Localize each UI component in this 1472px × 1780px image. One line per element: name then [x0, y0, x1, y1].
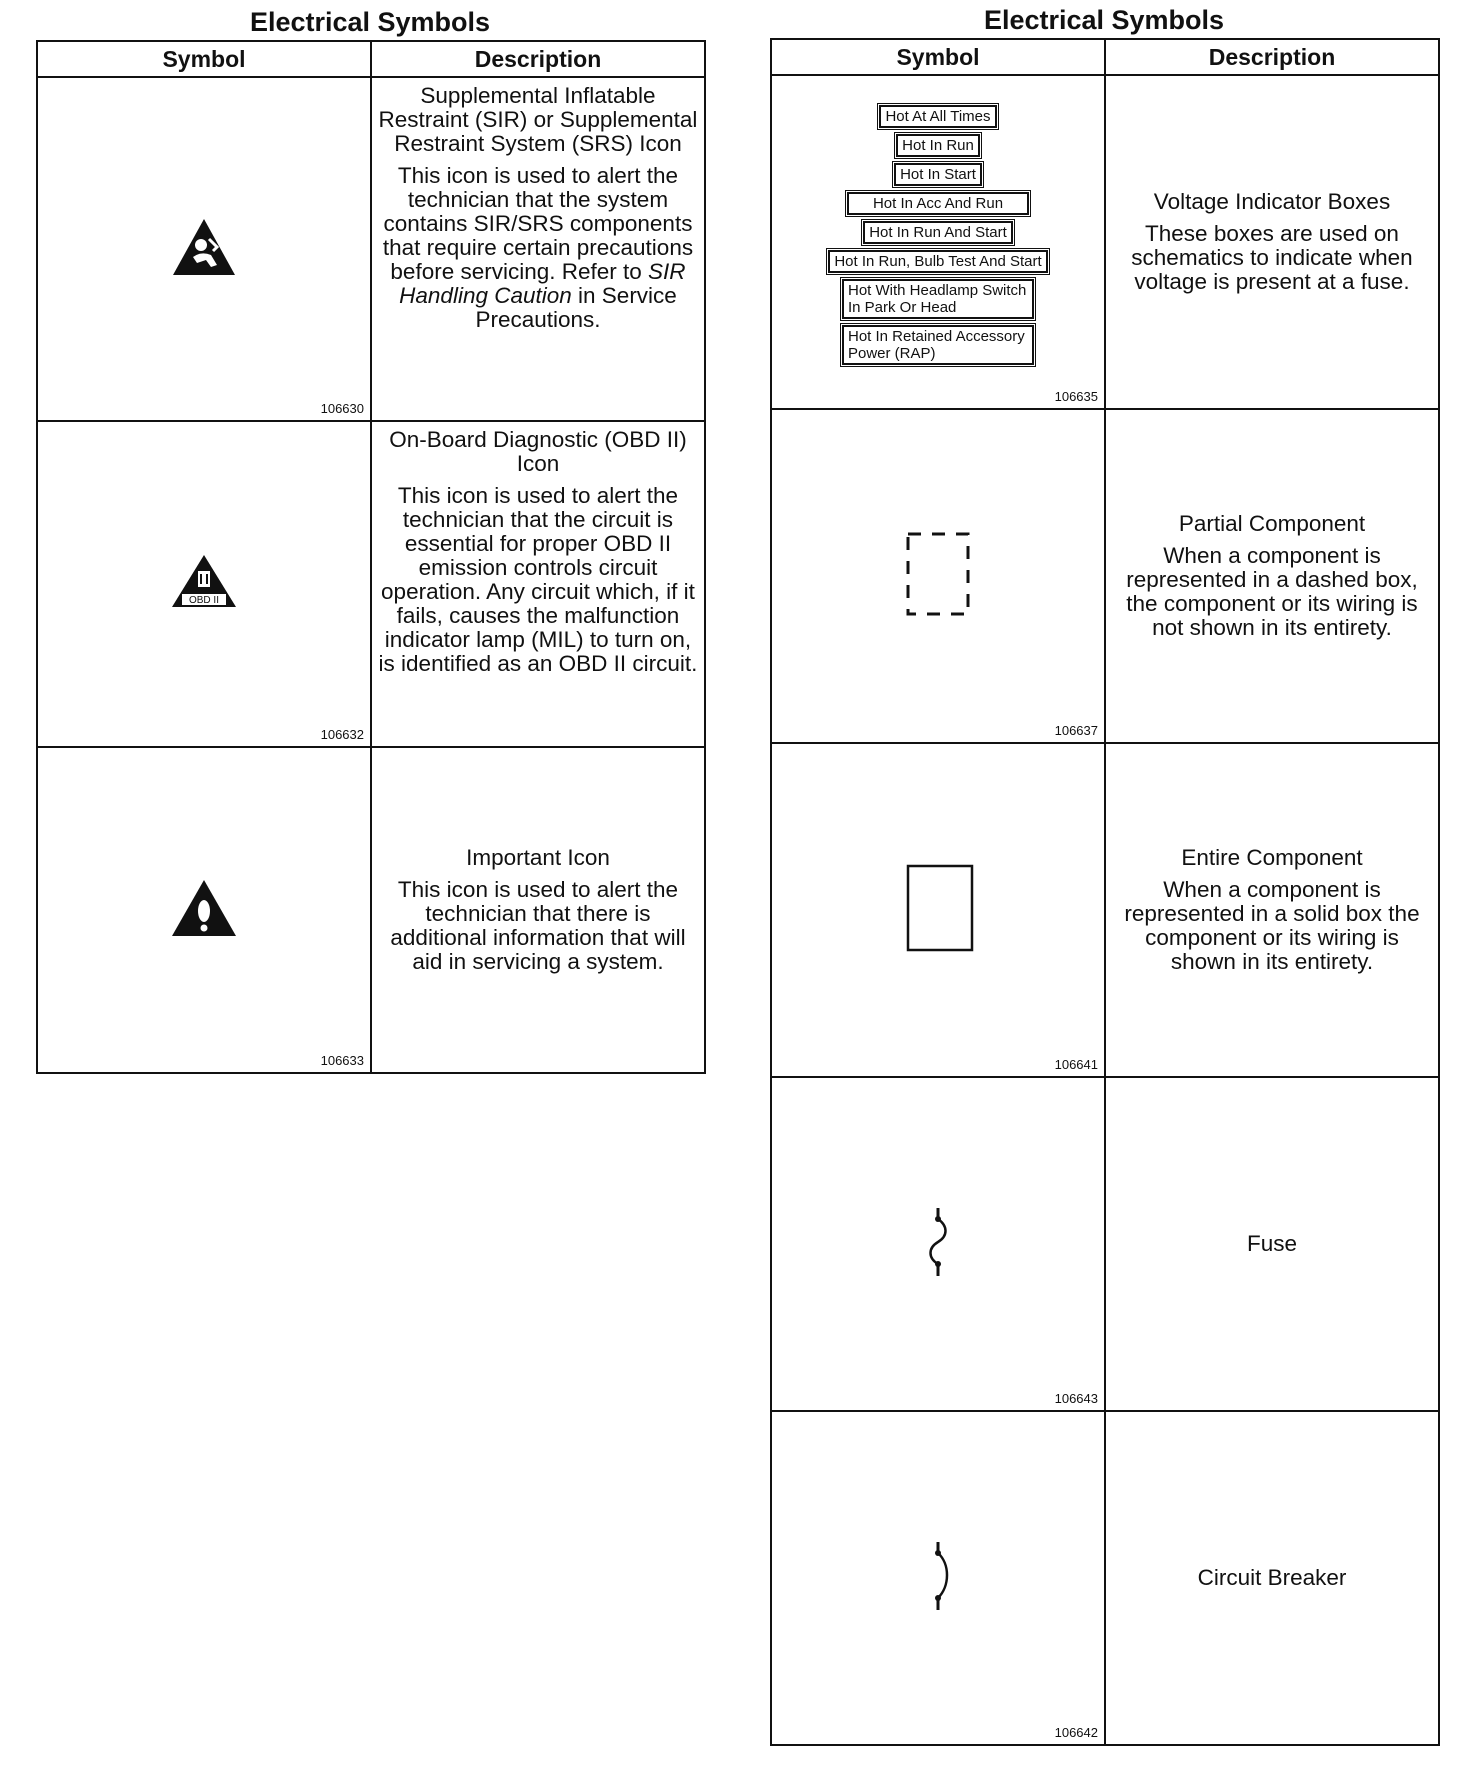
description-title: Fuse — [1246, 1231, 1298, 1256]
description-cell — [371, 421, 705, 747]
right-symbols-table — [770, 2, 1438, 1746]
table-row — [771, 409, 1439, 743]
sir-srs-warning-icon — [171, 217, 237, 277]
table-row — [771, 1411, 1439, 1745]
symbol-cell — [37, 747, 371, 1073]
figure-number: 106641 — [1054, 1057, 1098, 1072]
voltage-box: Hot In Acc And Run — [847, 192, 1029, 215]
description-title: On-Board Diagnostic (OBD II) Icon — [389, 427, 687, 476]
description-title: Entire Component — [1181, 845, 1363, 870]
description-text: When a component is represented in a solid box the component or its wiring is shown in its entirety. — [1124, 877, 1420, 974]
voltage-box: Hot In Run And Start — [863, 221, 1013, 244]
left-symbols-table — [36, 4, 704, 1074]
description-title: Partial Component — [1178, 511, 1366, 536]
figure-number: 106630 — [320, 401, 364, 416]
voltage-box: Hot In Run, Bulb Test And Start — [828, 250, 1047, 273]
description-cell — [371, 77, 705, 421]
symbol-cell — [771, 1077, 1105, 1411]
table-row — [37, 421, 705, 747]
table-row — [771, 743, 1439, 1077]
voltage-indicator-boxes — [772, 102, 1104, 368]
description-text: This icon is used to alert the technician that there is additional information that will aid in servicing a system. — [390, 877, 686, 974]
right-table-title: Electrical Symbols — [983, 5, 1225, 35]
voltage-box: Hot In Start — [894, 163, 982, 186]
voltage-box: Hot With Headlamp Switch In Park Or Head — [842, 279, 1034, 319]
symbol-cell — [771, 409, 1105, 743]
svg-text:OBD II: OBD II — [188, 594, 220, 606]
figure-number: 106642 — [1054, 1725, 1098, 1740]
figure-number: 106643 — [1054, 1391, 1098, 1406]
fuse-icon — [918, 1206, 958, 1278]
symbol-cell — [37, 77, 371, 421]
obd-ii-warning-icon — [170, 553, 238, 611]
description-title: Voltage Indicator Boxes — [1153, 189, 1391, 214]
description-cell — [1105, 1077, 1439, 1411]
figure-number: 106632 — [320, 727, 364, 742]
table-row — [37, 747, 705, 1073]
figure-number: 106635 — [1054, 389, 1098, 404]
table-row — [771, 75, 1439, 409]
solid-box-icon — [898, 858, 978, 958]
symbol-cell — [37, 421, 371, 747]
description-cell — [1105, 743, 1439, 1077]
description-title: Circuit Breaker — [1197, 1565, 1347, 1590]
dashed-box-icon — [898, 524, 978, 624]
voltage-box: Hot At All Times — [879, 105, 996, 128]
left-col-description: Description — [371, 41, 705, 77]
figure-number: 106633 — [320, 1053, 364, 1068]
table-row — [771, 1077, 1439, 1411]
left-table-title: Electrical Symbols — [249, 7, 491, 37]
symbol-cell — [771, 1411, 1105, 1745]
description-text: When a component is represented in a dashed box, the component or its wiring is not shown in its entirety. — [1126, 543, 1418, 640]
left-col-symbol: Symbol — [37, 41, 371, 77]
symbol-cell — [771, 743, 1105, 1077]
circuit-breaker-icon — [918, 1540, 958, 1612]
symbol-cell — [771, 75, 1105, 409]
description-cell — [1105, 1411, 1439, 1745]
right-col-symbol: Symbol — [771, 39, 1105, 75]
description-title: Supplemental Inflatable Restraint (SIR) or Supplemental Restraint System (SRS) Icon — [378, 83, 698, 156]
description-cell — [1105, 409, 1439, 743]
description-cell — [371, 747, 705, 1073]
voltage-box: Hot In Run — [896, 134, 980, 157]
description-text: This icon is used to alert the technician that the system contains SIR/SRS components that require certain precautions before servicing. Refer to SIR Handling Caution in Service Precautions. — [382, 163, 694, 332]
figure-number: 106637 — [1054, 723, 1098, 738]
description-text: These boxes are used on schematics to indicate when voltage is present at a fuse. — [1131, 221, 1413, 294]
right-col-description: Description — [1105, 39, 1439, 75]
important-warning-icon — [170, 878, 238, 938]
table-row — [37, 77, 705, 421]
description-title: Important Icon — [466, 845, 610, 870]
voltage-box: Hot In Retained Accessory Power (RAP) — [842, 325, 1034, 365]
description-cell — [1105, 75, 1439, 409]
description-text: This icon is used to alert the technician that the circuit is essential for proper OBD II emission controls circuit operation. Any circuit which, if it fails, causes the malfunction indicator lamp (MIL) to turn on, is identified as an OBD II circuit. — [378, 483, 698, 676]
